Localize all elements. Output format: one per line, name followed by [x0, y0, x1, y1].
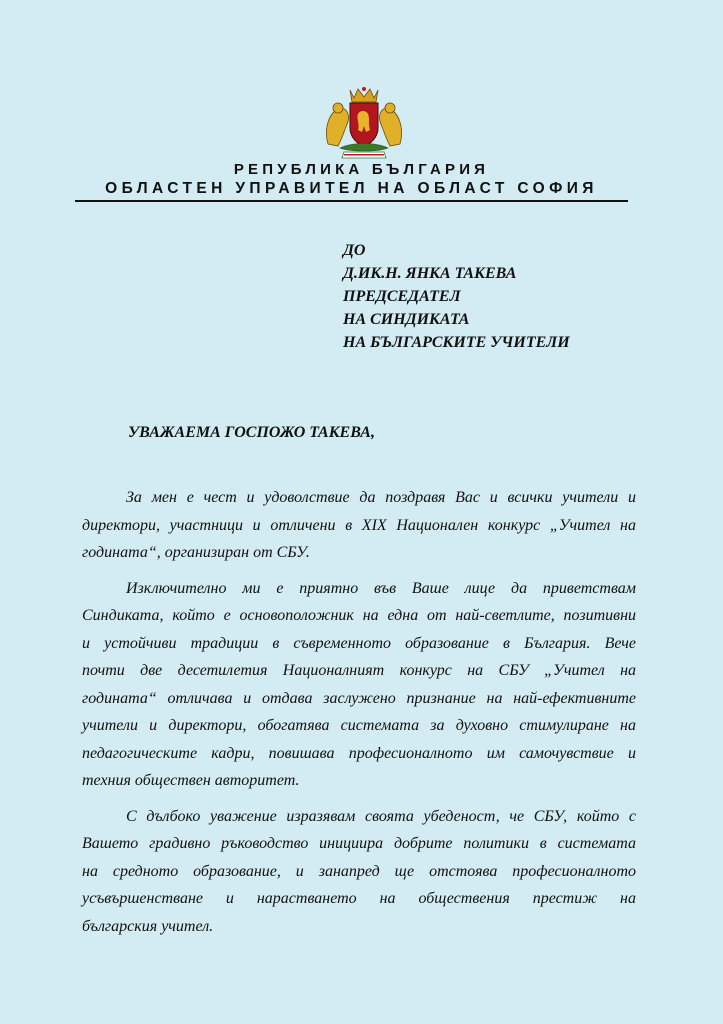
paragraph [82, 484, 636, 567]
paragraph-line: педагогическите кадри, повишава професионалното им самочувствие и [82, 744, 636, 762]
paragraph-line: Синдиката, който е основоположник на една от най-светлите, позитивни [82, 607, 636, 624]
addressee-line: ПРЕДСЕДАТЕЛ [343, 288, 461, 305]
paragraph [82, 803, 636, 941]
paragraph-line: българския учител. [82, 917, 214, 935]
addressee-line: Д.ИК.Н. ЯНКА ТАКЕВА [343, 265, 517, 282]
addressee-line: НА БЪЛГАРСКИТЕ УЧИТЕЛИ [343, 334, 570, 351]
paragraph-line: годината“ отличава и отдава заслужено признание на най-ефективните [82, 689, 636, 707]
paragraph-line: За мен е чест и удоволствие да поздравя Вас и всички учители и [126, 489, 636, 506]
paragraph-line: годината“, организиран от СБУ. [82, 544, 310, 561]
paragraph-line: на средното образование, и занапред ще отстоява професионалното [82, 862, 636, 880]
salutation: УВАЖАЕМА ГОСПОЖО ТАКЕВА, [128, 424, 375, 441]
addressee-block [343, 239, 570, 354]
paragraph-line: усъвършенстване и нарастването на обществения престиж на [82, 890, 636, 907]
paragraph-line: Изключително ми е приятно във Ваше лице да приветствам [126, 579, 636, 597]
paragraph-line: учители и директори, обогатява системата за духовно стимулиране на [82, 717, 636, 734]
paragraph-line: директори, участници и отличени в XIX Национален конкурс „Учител на [82, 516, 636, 534]
bulgaria-coat-of-arms-icon [318, 86, 410, 160]
paragraph-line: техния обществен авторитет. [82, 772, 300, 789]
letter-body [82, 484, 636, 948]
letterhead-country: РЕПУБЛИКА БЪЛГАРИЯ [233, 161, 490, 178]
addressee-line: ДО [343, 242, 366, 259]
paragraph-line: и устойчиви традиции в съвременното образование в България. Вече [82, 634, 636, 652]
paragraph-line: С дълбоко уважение изразявам своята убеденост, че СБУ, който с [126, 807, 636, 825]
paragraph-line: Вашето градивно ръководство инициира добрите политики в системата [82, 835, 636, 852]
paragraph-line: почти две десетилетия Националният конкурс на СБУ „Учител на [82, 662, 636, 679]
addressee-line: НА СИНДИКАТА [343, 311, 470, 328]
letterhead-office: ОБЛАСТЕН УПРАВИТЕЛ НА ОБЛАСТ СОФИЯ [75, 180, 628, 202]
paragraph [82, 575, 636, 795]
